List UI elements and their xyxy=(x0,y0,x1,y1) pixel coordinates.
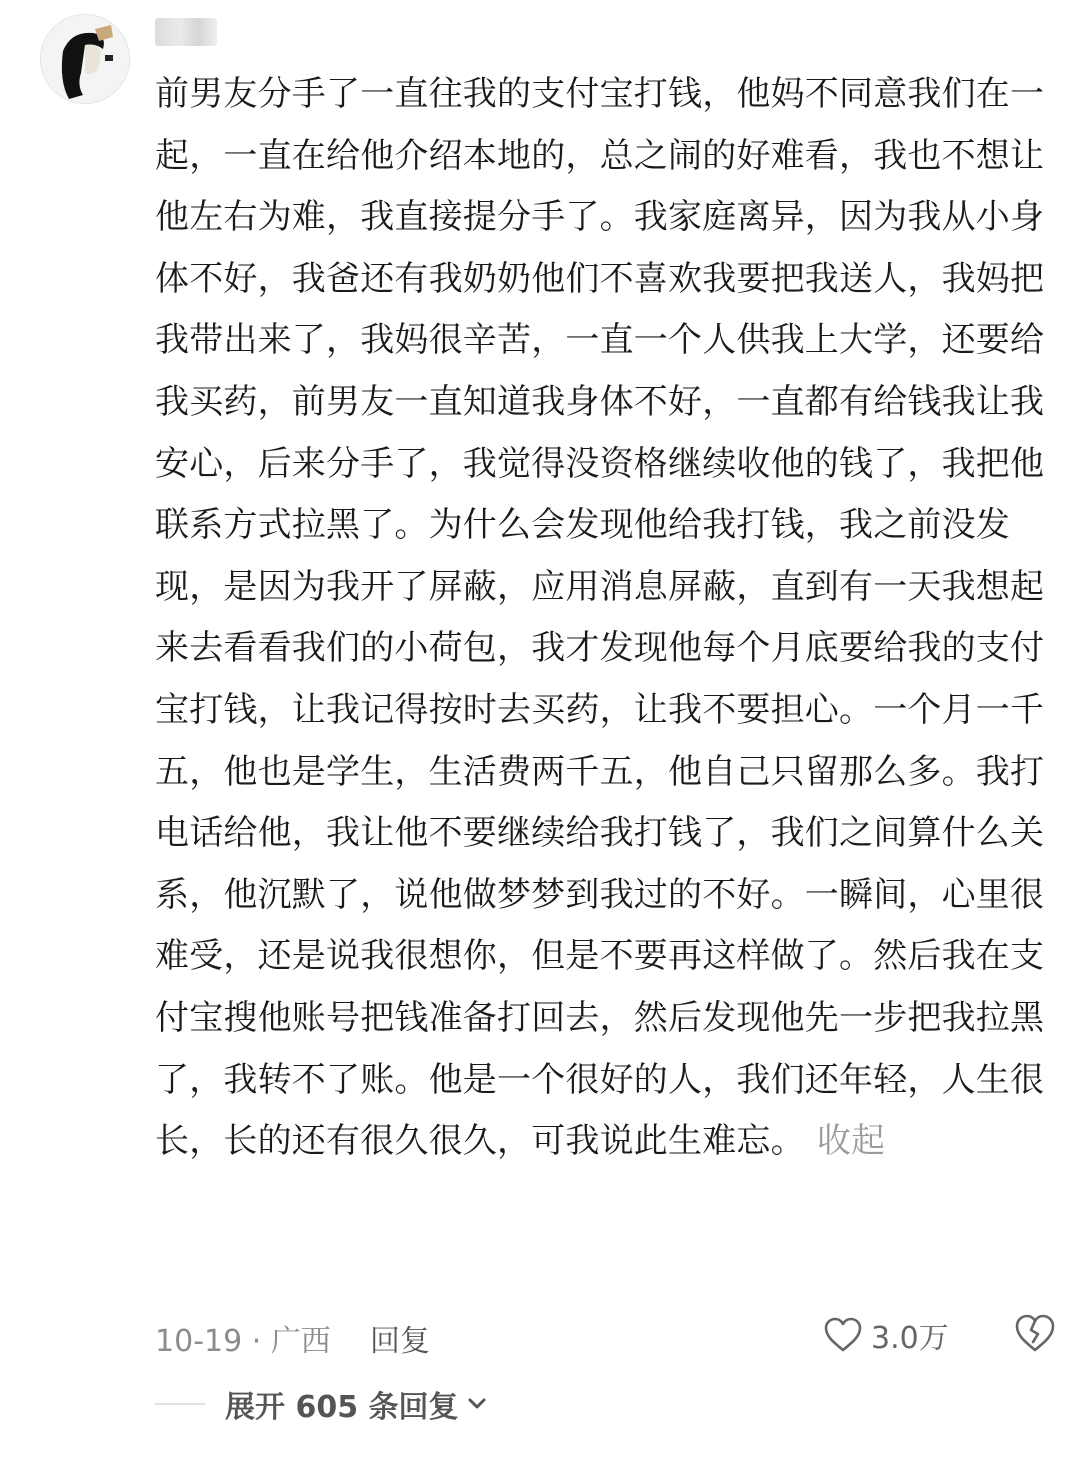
dislike-button[interactable] xyxy=(1013,1312,1057,1356)
divider-line xyxy=(155,1403,205,1405)
expand-replies-button[interactable] xyxy=(225,1382,489,1426)
reply-button[interactable]: 回复 xyxy=(370,1324,430,1359)
chevron-down-icon xyxy=(465,1392,489,1416)
username-blurred[interactable] xyxy=(155,18,217,46)
broken-heart-icon xyxy=(1013,1312,1057,1356)
comment-text: 前男友分手了一直往我的支付宝打钱，他妈不同意我们在一起，一直在给他介绍本地的，总之闹的好难看，我也不想让他左右为难，我直接提分手了。我家庭离异，因为我从小身体不好，我爸还有我奶奶他们不喜欢我要把我送人，我妈把我带出来了，我妈很辛苦，一直一个人供我上大学，还要给我买药，前男友一直知道我身体不好，一直都有给钱我让我安心，后来分手了，我觉得没资格继续收他的钱了，我把他联系方式拉黑了。为什么会发现他给我打钱，我之前没发现，是因为我开了屏蔽，应用消息屏蔽，直到有一天我想起来去看看我们的小荷包，我才发现他每个月底要给我的支付宝打钱，让我记得按时去买药，让我不要担心。一个月一千五，他也是学生，生活费两千五，他自己只留那么多。我打电话给他，我让他不要继续给我打钱了，我们之间算什么关系，他沉默了，说他做梦梦到我过的不好。一瞬间，心里很难受，还是说我很想你，但是不要再这样做了。然后我在支付宝搜他账号把钱准备打回去，然后发现他先一步把我拉黑了，我转不了账。他是一个很好的人，我们还年轻，人生很长，长的还有很久很久，可我说此生难忘。 xyxy=(155,74,1045,1162)
comment-meta xyxy=(155,1310,1060,1360)
expand-replies-label: 展开 605 条回复 xyxy=(225,1390,459,1425)
like-button[interactable] xyxy=(823,1312,949,1358)
expand-replies-row xyxy=(155,1380,489,1428)
avatar-image xyxy=(41,15,129,103)
avatar[interactable] xyxy=(40,14,130,104)
heart-outline-icon xyxy=(823,1316,863,1354)
like-count: 3.0万 xyxy=(871,1321,949,1356)
comment-body xyxy=(155,64,1060,1173)
collapse-link[interactable]: 收起 xyxy=(816,1121,886,1162)
date-location: 10-19 · 广西 xyxy=(155,1324,331,1359)
